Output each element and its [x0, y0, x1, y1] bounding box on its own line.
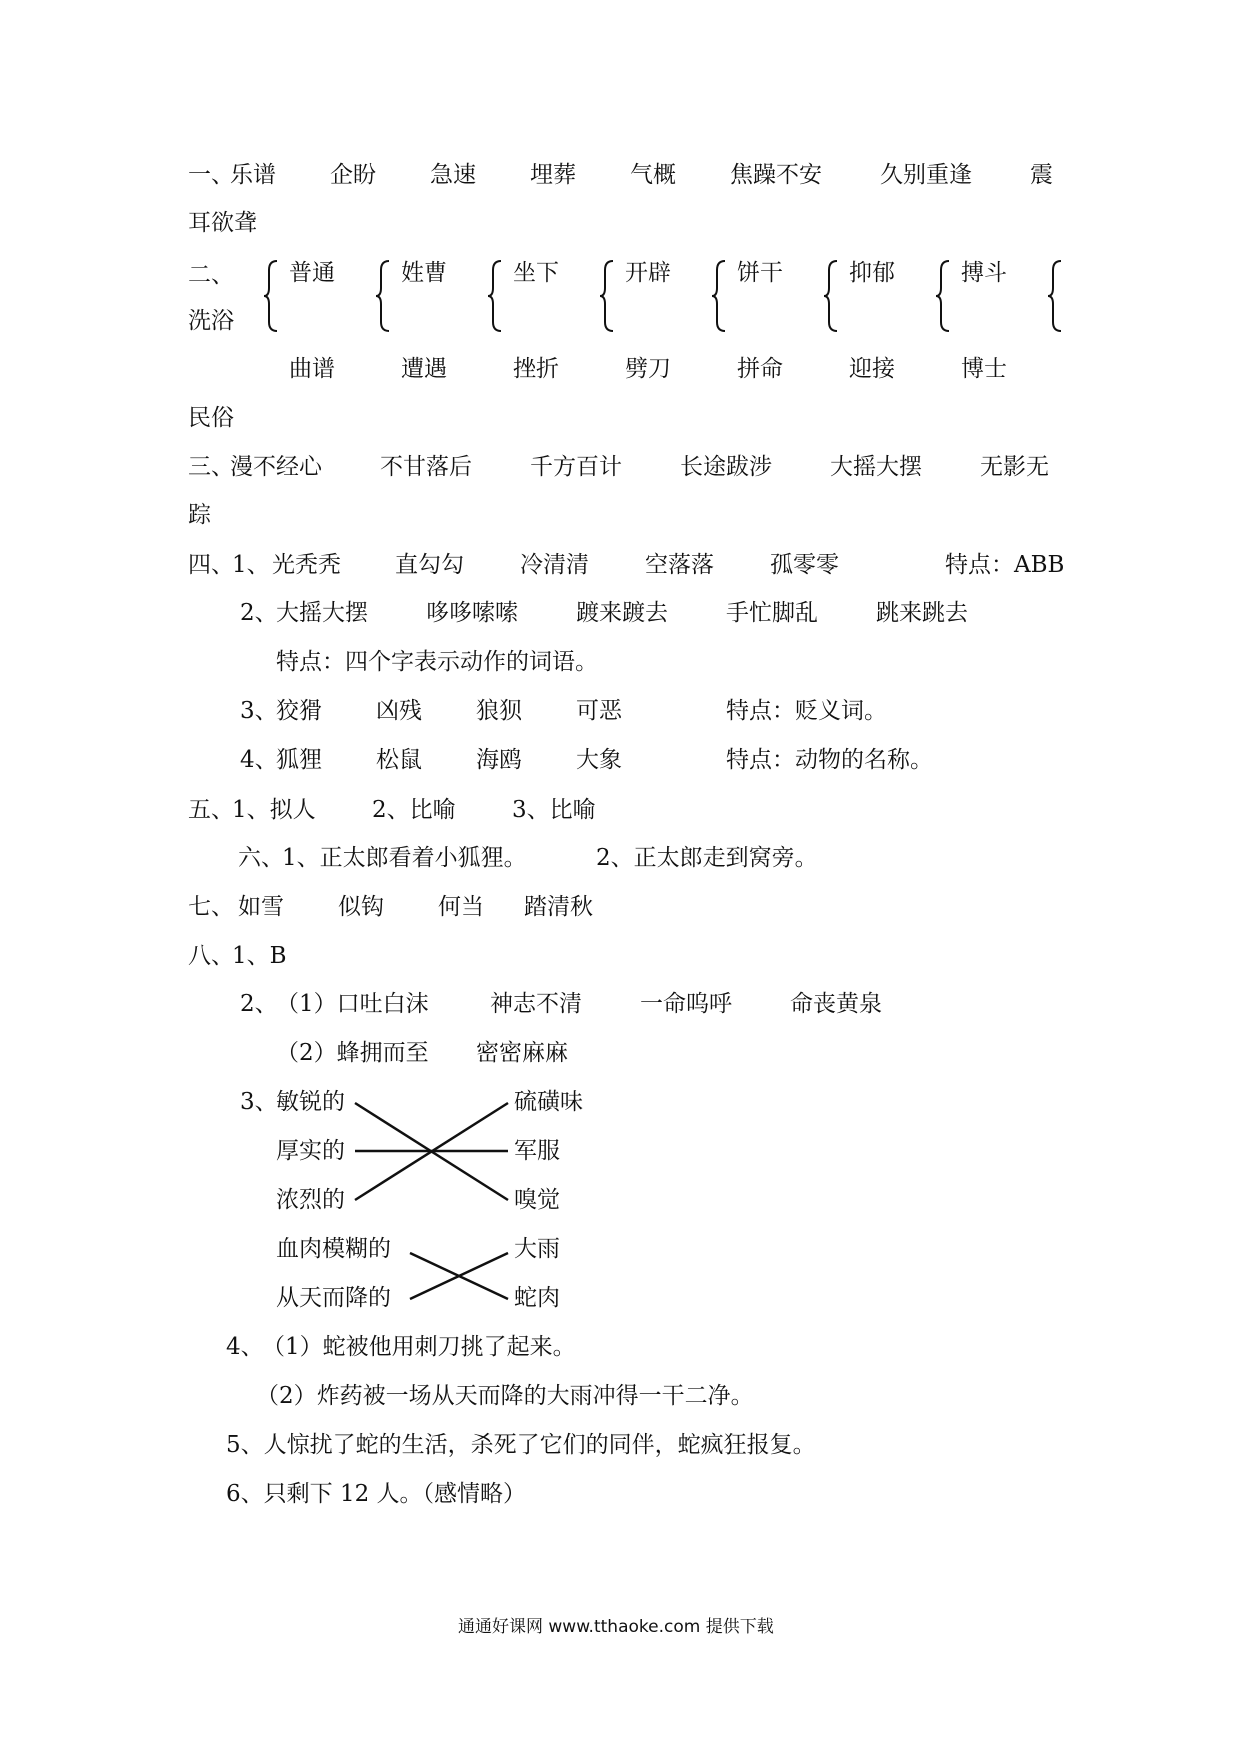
s7-word: 似钩	[338, 894, 384, 920]
s2-bottom-word: 劈刀	[625, 356, 671, 382]
s8-q1: 1、B	[232, 943, 287, 969]
s4-q1-word: 空落落	[645, 552, 714, 578]
s2-bottom-word: 挫折	[513, 356, 559, 382]
s3-wrap: 踪	[188, 502, 211, 528]
s4-q3-word: 狡猾	[276, 698, 322, 724]
s3-word: 无影无	[980, 454, 1049, 480]
s5-item: 1、拟人	[232, 797, 316, 823]
s2-top-word: 抑郁	[849, 260, 895, 286]
s4-q1-word: 光秃秃	[272, 552, 341, 578]
s2-bottom-word: 迎接	[849, 356, 895, 382]
s2-wrap: 民俗	[188, 405, 234, 431]
s8-q2-2-word: 密密麻麻	[476, 1040, 568, 1066]
s8-q2-1-word: （1）口吐白沫	[276, 991, 429, 1017]
s5-item: 3、比喻	[512, 797, 596, 823]
s4-q1-word: 直勾勾	[395, 552, 464, 578]
s4-q2-num: 2、	[240, 600, 278, 626]
s1-word: 乐谱	[230, 162, 276, 188]
s5-label: 五、	[188, 797, 234, 823]
s3-word: 长途跋涉	[680, 454, 772, 480]
s4-q4-num: 4、	[240, 747, 278, 773]
s4-q4-word: 海鸥	[476, 747, 522, 773]
s4-q2-word: 大摇大摆	[276, 600, 368, 626]
s8-q2-2-word: （2）蜂拥而至	[276, 1040, 429, 1066]
s2-left-word: 洗浴	[188, 308, 234, 334]
s4-q1-word: 孤零零	[770, 552, 839, 578]
match-left-item: 厚实的	[276, 1138, 345, 1164]
s1-word: 企盼	[330, 162, 376, 188]
s2-bottom-word: 曲谱	[289, 356, 335, 382]
match-right-item: 军服	[514, 1138, 560, 1164]
s3-label: 三、	[188, 454, 234, 480]
s8-q2-1-word: 命丧黄泉	[790, 991, 882, 1017]
s2-bottom-word: 遭遇	[401, 356, 447, 382]
s3-word: 漫不经心	[230, 454, 322, 480]
s8-q4-1: （1）蛇被他用刺刀挑了起来。	[262, 1334, 576, 1360]
match-right-item: 蛇肉	[514, 1285, 560, 1311]
s4-q2-word: 手忙脚乱	[726, 600, 818, 626]
footer-text: 通通好课网 www.tthaoke.com 提供下载	[458, 1617, 774, 1637]
s1-word: 久别重逢	[880, 162, 972, 188]
s2-top-word: 普通	[289, 260, 335, 286]
s1-word: 气概	[630, 162, 676, 188]
s1-word: 埋葬	[530, 162, 576, 188]
s1-word: 焦躁不安	[730, 162, 822, 188]
s6-item: 1、正太郎看着小狐狸。	[282, 845, 527, 871]
s8-label: 八、	[188, 943, 234, 969]
s2-bottom-word: 博士	[961, 356, 1007, 382]
s5-item: 2、比喻	[372, 797, 456, 823]
s4-label: 四、	[188, 552, 234, 578]
s3-word: 千方百计	[530, 454, 622, 480]
s8-q2-1-word: 神志不清	[490, 991, 582, 1017]
s4-q1-num: 1、	[232, 552, 270, 578]
s7-word: 何当	[438, 894, 484, 920]
s4-q3-word: 狼狈	[476, 698, 522, 724]
s8-q3-num: 3、	[240, 1089, 278, 1115]
s3-word: 不甘落后	[380, 454, 472, 480]
s2-label: 二、	[188, 262, 234, 288]
s4-q3-note: 特点：贬义词。	[726, 698, 887, 724]
s6-label: 六、	[238, 845, 284, 871]
s1-wrap: 耳欲聋	[188, 210, 257, 236]
s8-q4-num: 4、	[226, 1334, 264, 1360]
match-left-item: 血肉模糊的	[276, 1236, 391, 1262]
s4-q2-word: 踱来踱去	[576, 600, 668, 626]
s4-q4-word: 松鼠	[376, 747, 422, 773]
s7-word: 踏清秋	[524, 894, 593, 920]
s2-top-word: 饼干	[737, 260, 783, 286]
s8-q5: 5、人惊扰了蛇的生活，杀死了它们的同伴，蛇疯狂报复。	[226, 1432, 816, 1458]
s4-q2-note: 特点：四个字表示动作的词语。	[276, 649, 598, 675]
match-right-item: 嗅觉	[514, 1187, 560, 1213]
s4-q2-word: 跳来跳去	[876, 600, 968, 626]
s4-q4-note: 特点：动物的名称。	[726, 747, 933, 773]
s2-top-word: 开辟	[625, 260, 671, 286]
s2-top-word: 坐下	[513, 260, 559, 286]
s4-q3-num: 3、	[240, 698, 278, 724]
s4-q3-word: 可恶	[576, 698, 622, 724]
s2-bottom-word: 拼命	[737, 356, 783, 382]
s4-q4-word: 狐狸	[276, 747, 322, 773]
s1-word: 震	[1030, 162, 1053, 188]
s4-q2-word: 哆哆嗦嗦	[426, 600, 518, 626]
s8-q4-2: （2）炸药被一场从天而降的大雨冲得一干二净。	[256, 1383, 754, 1409]
s7-word: 如雪	[238, 894, 284, 920]
s6-item: 2、正太郎走到窝旁。	[596, 845, 818, 871]
match-right-item: 硫磺味	[514, 1089, 583, 1115]
s8-q2-num: 2、	[240, 991, 278, 1017]
s1-label: 一、	[188, 162, 234, 188]
s7-label: 七、	[188, 894, 234, 920]
s2-top-word: 搏斗	[961, 260, 1007, 286]
s8-q2-1-word: 一命呜呼	[640, 991, 732, 1017]
s4-q1-word: 冷清清	[520, 552, 589, 578]
s8-q6: 6、只剩下 12 人。（感情略）	[226, 1481, 527, 1507]
s3-word: 大摇大摆	[830, 454, 922, 480]
s2-top-word: 姓曹	[401, 260, 447, 286]
s4-q3-word: 凶残	[376, 698, 422, 724]
match-left-item: 浓烈的	[276, 1187, 345, 1213]
match-left-item: 敏锐的	[276, 1089, 345, 1115]
s4-q4-word: 大象	[576, 747, 622, 773]
match-left-item: 从天而降的	[276, 1285, 391, 1311]
s4-q1-note: 特点：ABB	[945, 552, 1065, 578]
match-right-item: 大雨	[514, 1236, 560, 1262]
s1-word: 急速	[430, 162, 476, 188]
